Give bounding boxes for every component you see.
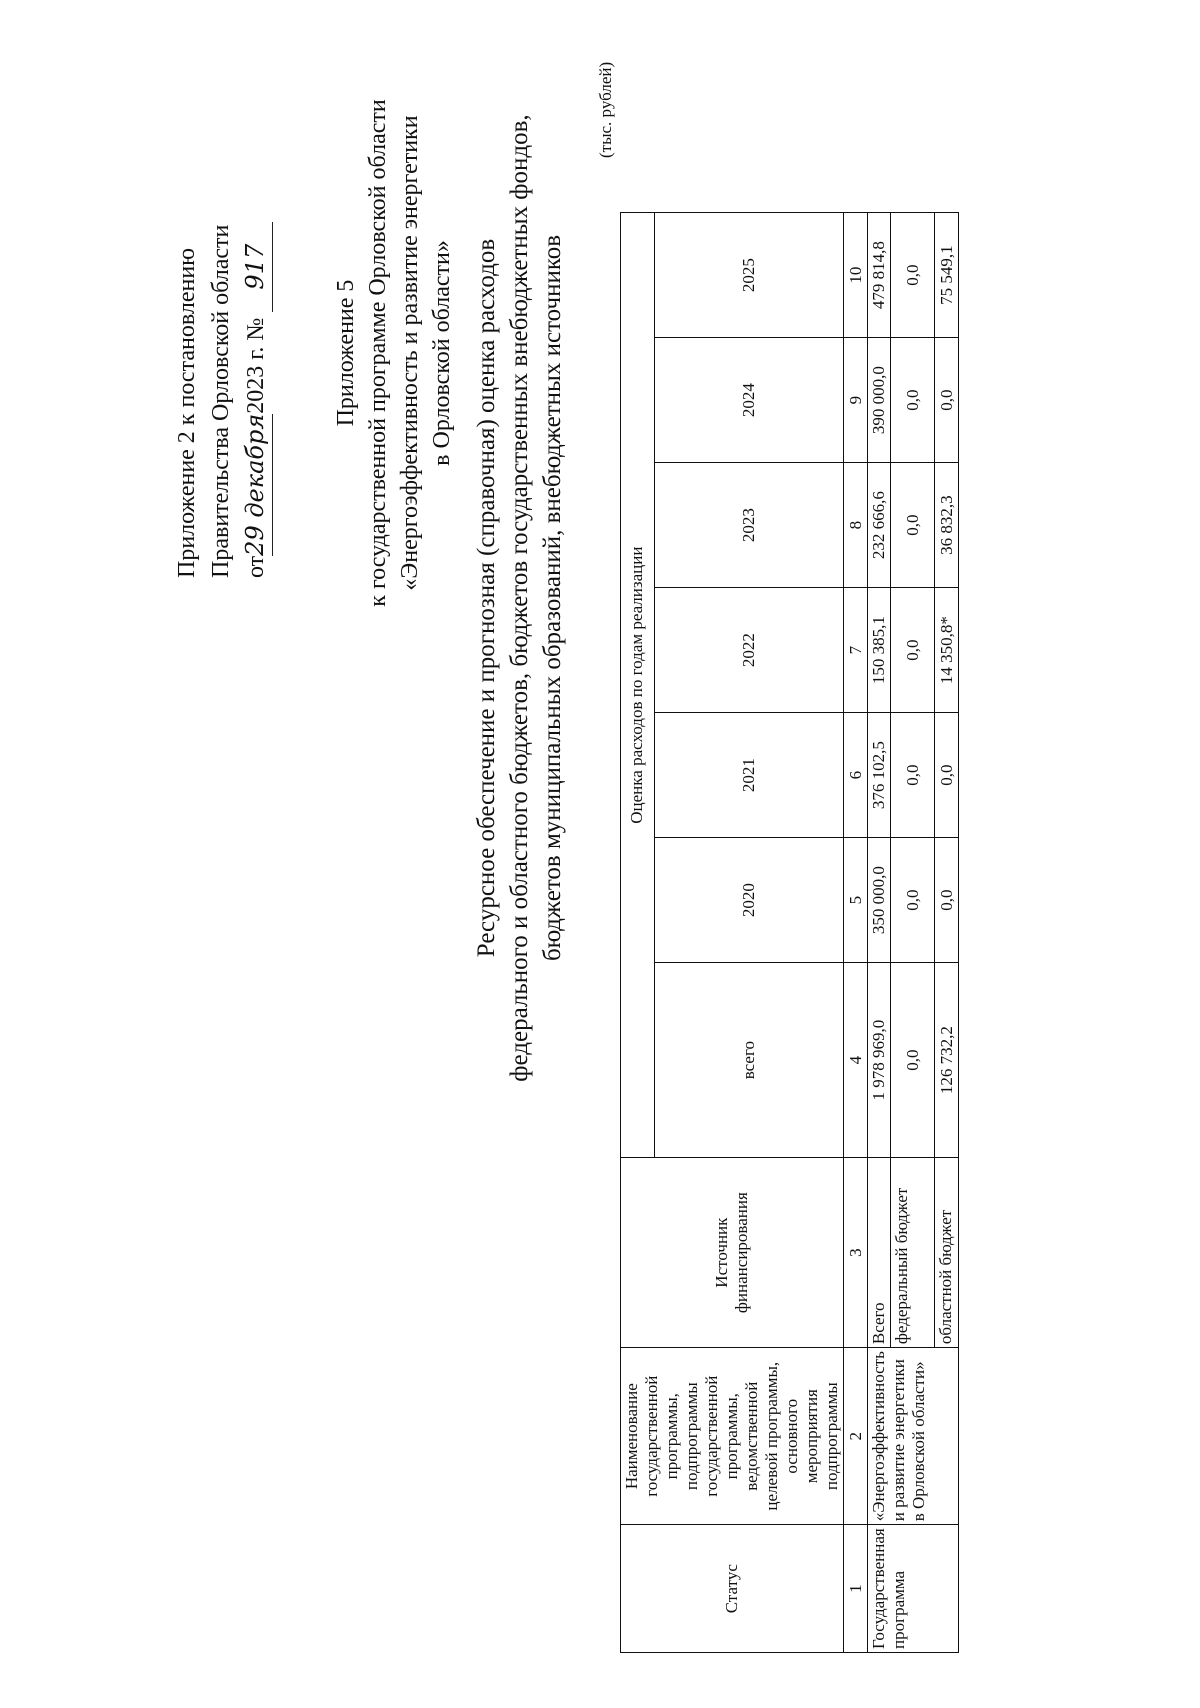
col-number: 1 [844, 1525, 868, 1653]
year-2022-cell: 14 350,8* [935, 588, 959, 713]
col-number: 4 [844, 963, 868, 1158]
appendix-2-header [170, 58, 273, 578]
title-line2: федерального и областного бюджетов, бюджетов государственных внебюджетных фондов, [506, 114, 533, 1082]
document-title [470, 18, 569, 1178]
appendix-5-line3: «Энергоэффективность и развитие энергетики [397, 115, 423, 591]
header-estimate: Оценка расходов по годам реализации [621, 213, 655, 1158]
col-number: 8 [844, 463, 868, 588]
handwritten-number: 917 [238, 222, 273, 312]
source-cell: областной бюджет [935, 1158, 959, 1348]
date-prefix: от [243, 555, 269, 578]
column-number-row [844, 213, 868, 1653]
col-number: 10 [844, 213, 868, 338]
year-2025-cell: 75 549,1 [935, 213, 959, 338]
col-number: 2 [844, 1348, 868, 1525]
header-year-2025: 2025 [654, 213, 843, 338]
header-year-2023: 2023 [654, 463, 843, 588]
header-year-2022: 2022 [654, 588, 843, 713]
year-2021-cell: 376 102,5 [868, 713, 891, 838]
year-2021-cell: 0,0 [935, 713, 959, 838]
year-2023-cell: 232 666,6 [868, 463, 891, 588]
year-2023-cell: 36 832,3 [935, 463, 959, 588]
year-2020-cell: 350 000,0 [868, 838, 891, 963]
year-2022-cell: 0,0 [891, 588, 935, 713]
header-year-2024: 2024 [654, 338, 843, 463]
year-2025-cell: 0,0 [891, 213, 935, 338]
col-number: 6 [844, 713, 868, 838]
header-year-2020: 2020 [654, 838, 843, 963]
appendix-2-line2: Правительства Орловской области [208, 224, 234, 578]
program-name-cell: «Энергоэффективность и развитие энергетики в Орловской области» [868, 1348, 959, 1525]
col-number: 5 [844, 838, 868, 963]
appendix-5-header [330, 28, 458, 678]
year-2024-cell: 0,0 [891, 338, 935, 463]
year-2024-cell: 390 000,0 [868, 338, 891, 463]
source-cell: федеральный бюджет [891, 1158, 935, 1348]
col-number: 9 [844, 338, 868, 463]
total-cell: 126 732,2 [935, 963, 959, 1158]
header-source: Источник финансирования [621, 1158, 844, 1348]
year-2020-cell: 0,0 [891, 838, 935, 963]
appendix-5-line4: в Орловской области» [429, 240, 455, 466]
year-2020-cell: 0,0 [935, 838, 959, 963]
appendix-5-line2: к государственной программе Орловской области [365, 99, 391, 607]
appendix-5-line1: Приложение 5 [333, 279, 359, 427]
header-total: всего [654, 963, 843, 1158]
year-2024-cell: 0,0 [935, 338, 959, 463]
appendix-2-date-line [238, 58, 273, 578]
table-row [868, 213, 891, 1653]
total-cell: 1 978 969,0 [868, 963, 891, 1158]
units-label: (тыс. рублей) [596, 61, 615, 158]
year-2021-cell: 0,0 [891, 713, 935, 838]
title-line1: Ресурсное обеспечение и прогнозная (справочная) оценка расходов [473, 238, 500, 958]
header-status: Статус [621, 1525, 844, 1653]
expenditure-table [620, 212, 959, 1653]
source-cell: Всего [868, 1158, 891, 1348]
appendix-2-line1: Приложение 2 к постановлению [174, 247, 200, 578]
col-number: 3 [844, 1158, 868, 1348]
header-year-2021: 2021 [654, 713, 843, 838]
handwritten-date: 29 декабря [238, 414, 273, 556]
col-number: 7 [844, 588, 868, 713]
year-2023-cell: 0,0 [891, 463, 935, 588]
year-2025-cell: 479 814,8 [868, 213, 891, 338]
status-cell: Государственная программа [868, 1525, 959, 1653]
year-2022-cell: 150 385,1 [868, 588, 891, 713]
title-line3: бюджетов муниципальных образований, внебюджетных источников [539, 234, 566, 962]
year-number-label: 2023 г. № [243, 317, 269, 414]
total-cell: 0,0 [891, 963, 935, 1158]
header-name: Наименование государственной программы, подпрограммы государственной программы, ведомственной целевой программы, основного мероприятия подпрограммы [621, 1348, 844, 1525]
